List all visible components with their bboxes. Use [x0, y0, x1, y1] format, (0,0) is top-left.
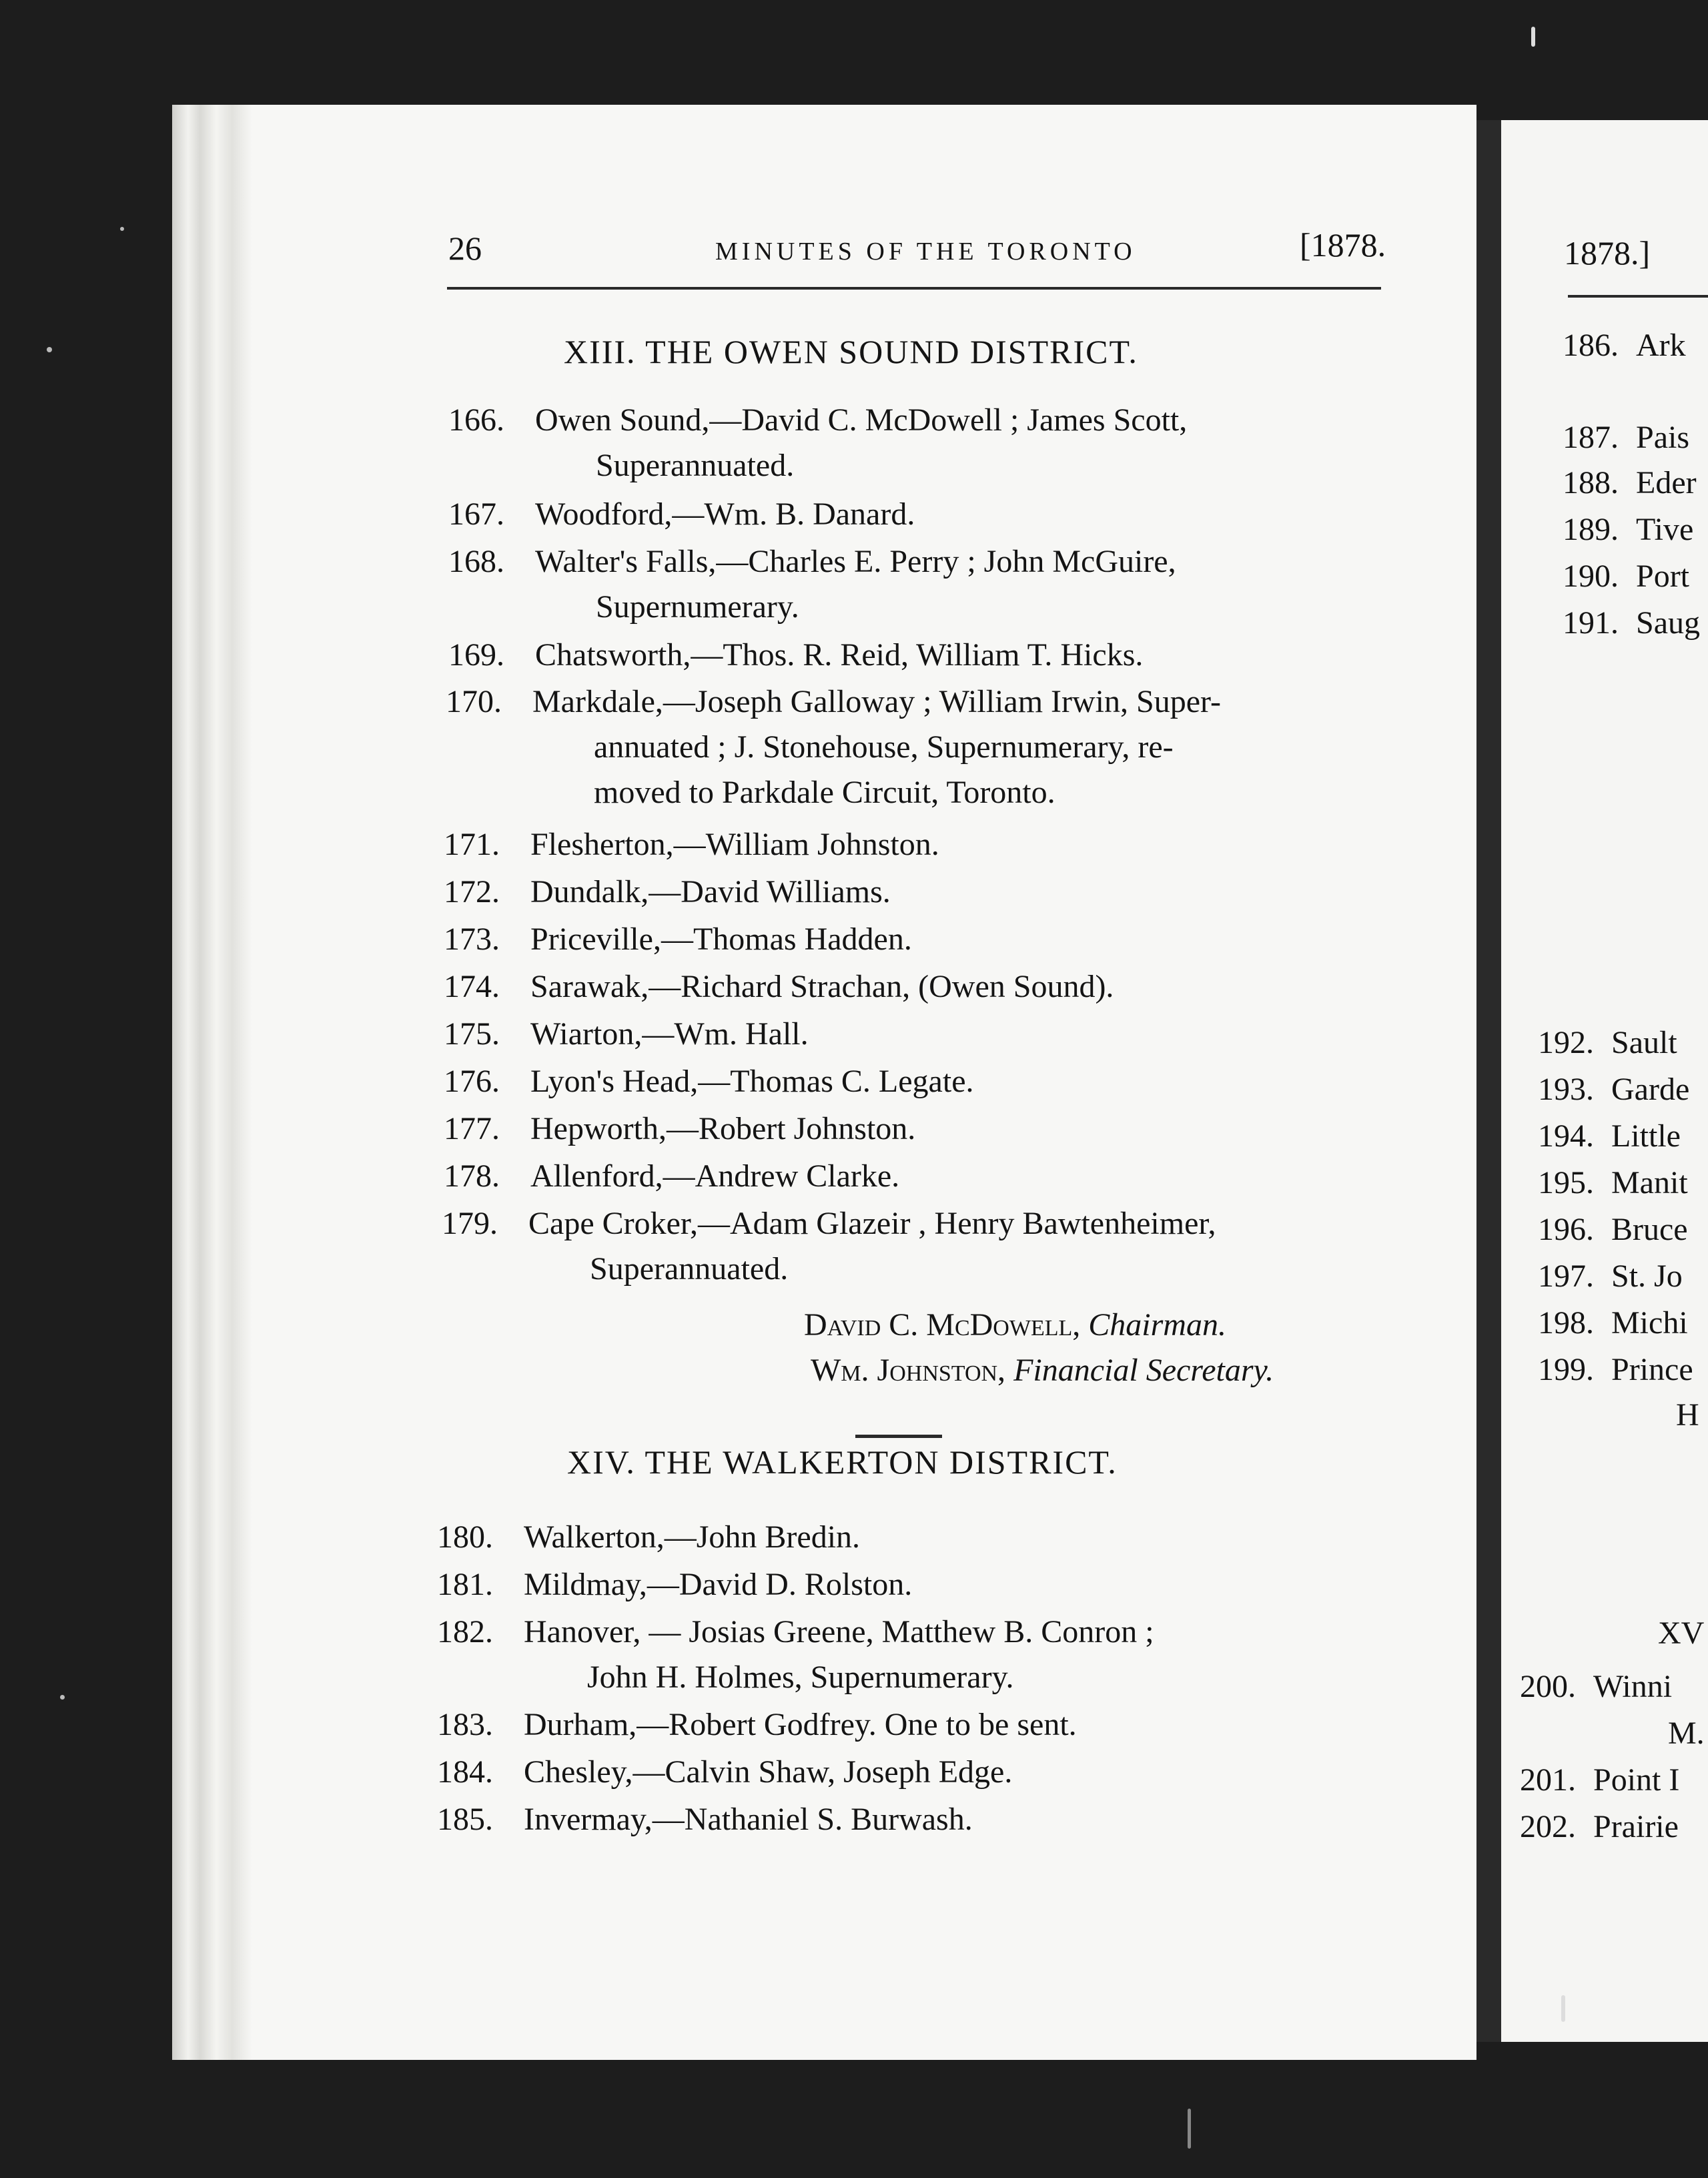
right-fragment-h: H: [1676, 1397, 1699, 1433]
right-entry: 200. Winni: [1520, 1669, 1673, 1704]
scan-speck: [1531, 27, 1535, 47]
right-entry: 189. Tive: [1563, 512, 1694, 547]
district-heading: XIII. THE OWEN SOUND DISTRICT.: [564, 333, 1138, 370]
scan-speck: [120, 227, 124, 231]
running-head: MINUTES OF THE TORONTO: [715, 238, 1136, 266]
district-heading: XIV. THE WALKERTON DISTRICT.: [567, 1443, 1118, 1481]
right-entry: 194. Little: [1538, 1118, 1681, 1154]
right-entry: 193. Garde: [1538, 1072, 1690, 1107]
right-entry: 199. Prince: [1538, 1352, 1693, 1387]
right-entry: 195. Manit: [1538, 1165, 1688, 1200]
right-entry: 192. Sault: [1538, 1025, 1677, 1060]
right-entry: 198. Michi: [1538, 1305, 1688, 1341]
list-item-continuation: Supernumerary.: [596, 589, 799, 625]
right-entry: 187. Pais: [1563, 420, 1690, 455]
right-entry: 188. Eder: [1563, 465, 1697, 500]
right-fragment-m: M.: [1668, 1716, 1705, 1751]
right-entry: 191. Saug: [1563, 605, 1700, 641]
scan-speck: [47, 347, 52, 352]
scan-speck: [60, 1695, 65, 1700]
right-page: [1501, 120, 1708, 2042]
list-item-continuation: Superannuated.: [596, 448, 795, 483]
list-item-continuation: Superannuated.: [590, 1251, 789, 1287]
right-entry: 201. Point I: [1520, 1762, 1680, 1798]
list-item-continuation: John H. Holmes, Supernumerary.: [587, 1660, 1014, 1695]
right-entry: 196. Bruce: [1538, 1212, 1688, 1247]
page-edge-shadow: [172, 105, 252, 2060]
right-entry: 197. St. Jo: [1538, 1258, 1683, 1294]
chairman-signature: David C. McDowell, Chairman.: [804, 1307, 1226, 1343]
right-entry: 190. Port: [1563, 559, 1690, 594]
right-page-year: 1878.]: [1564, 234, 1651, 272]
header-year: [1878.: [1300, 226, 1386, 264]
book-gutter: [1476, 120, 1501, 2042]
list-item-continuation: moved to Parkdale Circuit, Toronto.: [594, 775, 1055, 810]
right-district-heading: XV: [1658, 1615, 1705, 1651]
right-entry: 186. Ark: [1563, 328, 1686, 363]
right-header-rule: [1568, 295, 1708, 298]
section-divider: [855, 1435, 942, 1438]
right-entry: 202. Prairie: [1520, 1809, 1679, 1844]
scan-speck: [1561, 1995, 1565, 2022]
secretary-signature: Wm. Johnston, Financial Secretary.: [811, 1353, 1274, 1388]
page-number: 26: [448, 230, 482, 267]
header-rule: [447, 287, 1381, 290]
list-item-continuation: annuated ; J. Stonehouse, Supernumerary, re-: [594, 729, 1174, 765]
scan-speck: [1188, 2109, 1191, 2149]
